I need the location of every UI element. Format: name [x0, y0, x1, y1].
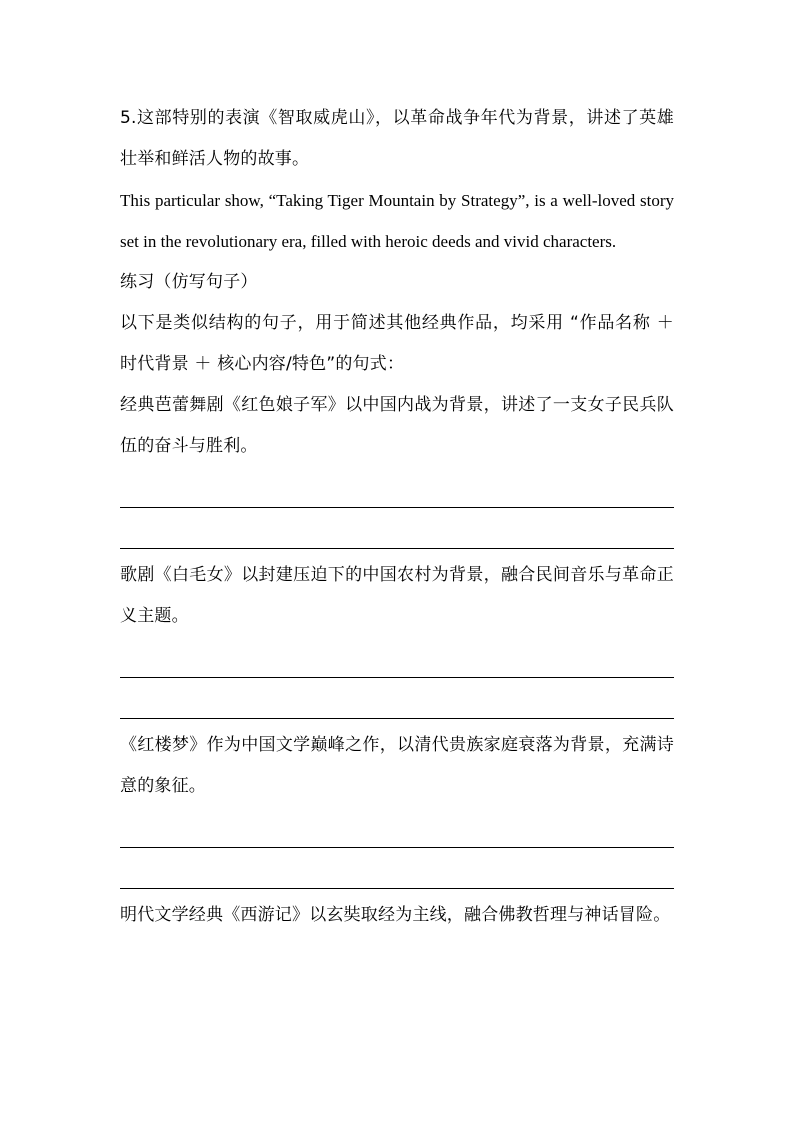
exercise-sentence-2: 歌剧《白毛女》以封建压迫下的中国农村为背景，融合民间音乐与革命正义主题。 [120, 565, 674, 626]
item-5-chinese: 5.这部特别的表演《智取威虎山》，以革命战争年代为背景，讲述了英雄壮举和鲜活人物的故事。 [120, 108, 674, 169]
exercise-sentence-4: 明代文学经典《西游记》以玄奘取经为主线，融合佛教哲理与神话冒险。 [120, 905, 671, 925]
document-page [120, 98, 674, 936]
answer-line[interactable] [120, 807, 674, 848]
practice-intro: 以下是类似结构的句子，用于简述其他经典作品，均采用 “作品名称 ＋ 时代背景 ＋ 核心内容/特色”的句式： [120, 313, 674, 374]
answer-line[interactable] [120, 678, 674, 719]
item-5-english: This particular show, “Taking Tiger Mountain by Strategy”, is a well-loved story set in the revolutionary era, filled with heroic deeds and vivid characters. [120, 191, 674, 251]
answer-line[interactable] [120, 848, 674, 889]
answer-line[interactable] [120, 637, 674, 678]
answer-line[interactable] [120, 508, 674, 549]
practice-heading: 练习（仿写句子） [120, 272, 258, 292]
answer-line[interactable] [120, 467, 674, 508]
exercise-sentence-1: 经典芭蕾舞剧《红色娘子军》以中国内战为背景，讲述了一支女子民兵队伍的奋斗与胜利。 [120, 395, 674, 456]
exercise-sentence-3: 《红楼梦》作为中国文学巅峰之作，以清代贵族家庭衰落为背景，充满诗意的象征。 [120, 735, 674, 796]
